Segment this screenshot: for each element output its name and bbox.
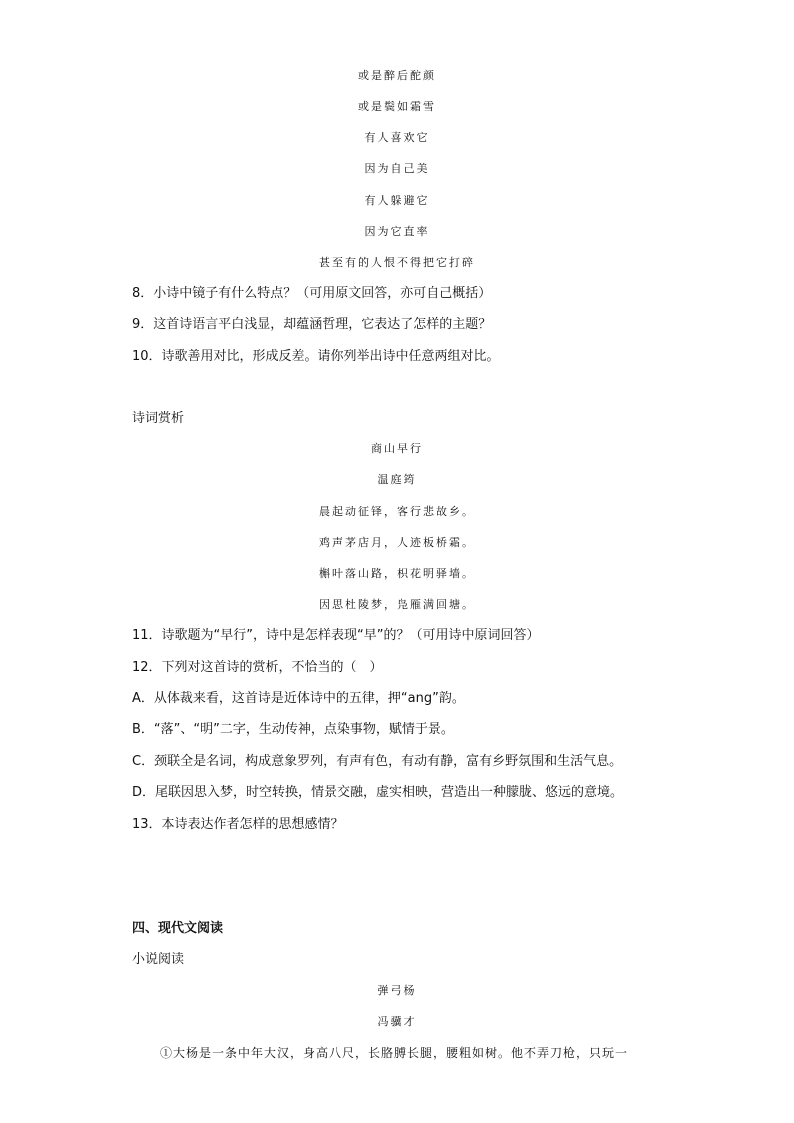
question-8: 8．小诗中镜子有什么特点？（可用原文回答，亦可自己概括） <box>132 286 492 301</box>
section-label-novel: 小说阅读 <box>132 952 185 967</box>
question-11: 11．诗歌题为“早行”，诗中是怎样表现“早”的？（可用诗中原词回答） <box>132 628 540 643</box>
option-d: D．尾联因思入梦，时空转换，情景交融，虚实相映，营造出一种朦胧、悠远的意境。 <box>132 785 624 800</box>
question-10: 10．诗歌善用对比，形成反差。请你列举出诗中任意两组对比。 <box>132 349 500 364</box>
option-b: B．“落”、“明”二字，生动传神，点染事物，赋情于景。 <box>132 722 454 737</box>
section-label-poetry: 诗词赏析 <box>132 411 185 426</box>
story-paragraph-1: ①大杨是一条中年大汉，身高八尺，长胳膊长腿，腰粗如树。他不弄刀枪，只玩一 <box>160 1046 629 1060</box>
poem-line: 晨起动征铎，客行悲故乡。 <box>319 505 475 518</box>
section-title-modern-reading: 四、现代文阅读 <box>132 921 224 936</box>
poem-line: 因思杜陵梦，凫雁满回塘。 <box>319 598 475 611</box>
poem-line: 甚至有的人恨不得把它打碎 <box>319 256 475 269</box>
poem-line: 槲叶落山路，枳花明驿墙。 <box>319 567 475 580</box>
poem-author: 温庭筠 <box>377 473 417 486</box>
question-12: 12．下列对这首诗的赏析，不恰当的（ ） <box>132 660 383 675</box>
question-13: 13．本诗表达作者怎样的思想感情？ <box>132 817 344 832</box>
poem-title: 商山早行 <box>371 442 423 455</box>
option-a: A．从体裁来看，这首诗是近体诗中的五律，押“ang”韵。 <box>132 691 465 706</box>
poem-line: 有人喜欢它 <box>364 131 430 144</box>
poem-line: 或是鬓如霜雪 <box>358 100 436 113</box>
poem-line: 有人躲避它 <box>364 194 430 207</box>
option-c: C．颈联全是名词，构成意象罗列，有声有色，有动有静，富有乡野氛围和生活气息。 <box>132 754 623 769</box>
story-author: 冯骥才 <box>377 1015 417 1028</box>
poem-line: 鸡声茅店月，人迹板桥霜。 <box>319 536 475 549</box>
poem-line: 因为自己美 <box>364 162 430 175</box>
poem-line: 因为它直率 <box>364 225 430 238</box>
question-9: 9．这首诗语言平白浅显，却蕴涵哲理，它表达了怎样的主题？ <box>132 317 492 332</box>
story-title: 弹弓杨 <box>377 984 417 997</box>
poem-line: 或是醉后酡颜 <box>358 69 436 82</box>
